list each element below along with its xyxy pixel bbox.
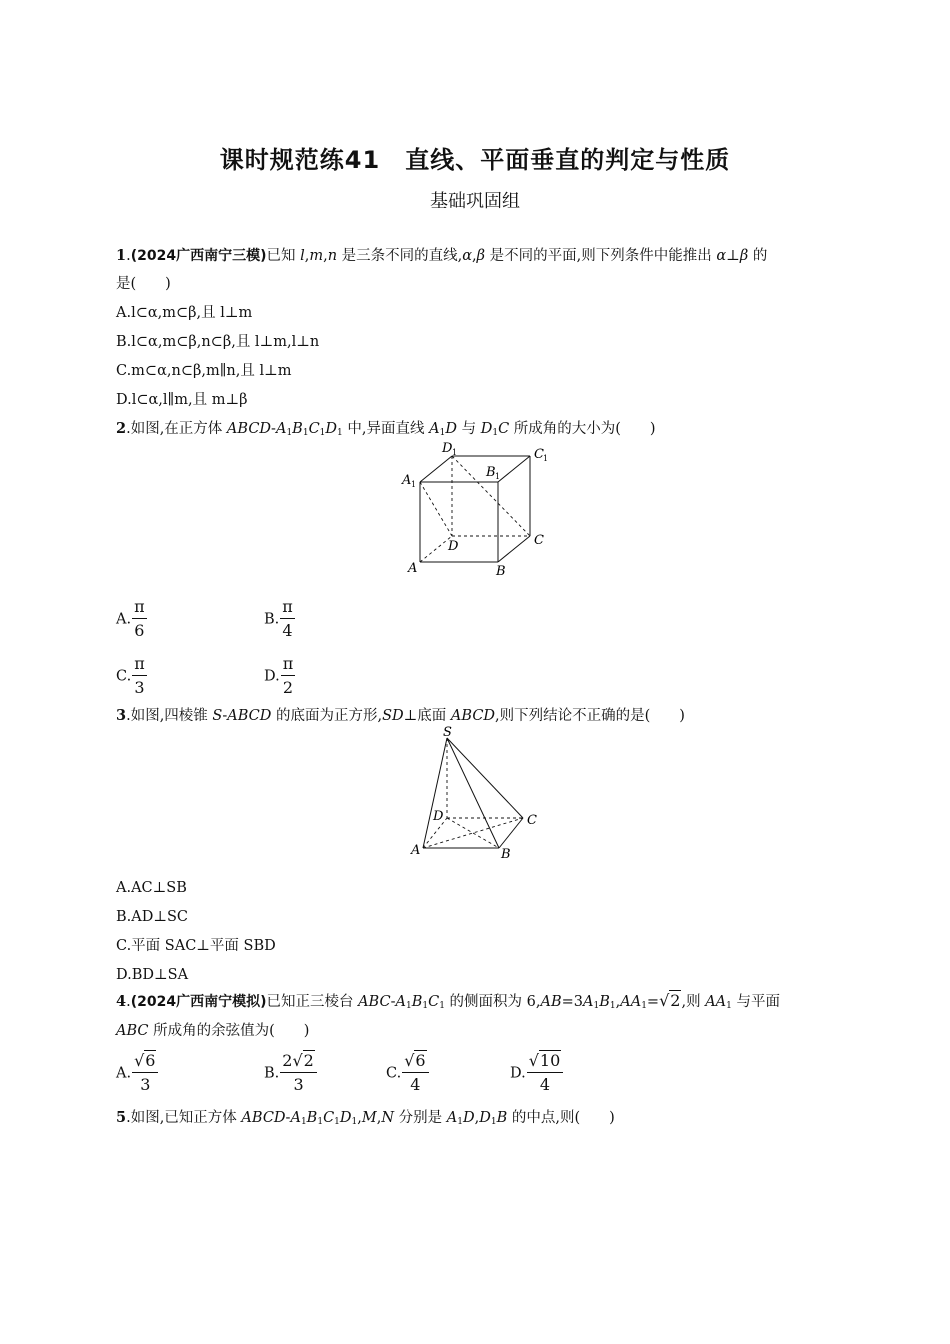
label-B1: B — [486, 465, 496, 480]
cube-figure — [400, 440, 560, 580]
question-4-stem-cont: ABC 所成角的余弦值为( ) — [116, 1023, 310, 1039]
q1-option-a[interactable]: A.l⊂α,m⊂β,且 l⊥m — [116, 305, 253, 321]
question-1-stem: 1.(2024广西南宁三模)已知 l,m,n 是三条不同的直线,α,β 是不同的平面,则下列条件中能推出 α⊥β 的 — [116, 247, 768, 264]
question-source: (2024广西南宁三模) — [130, 248, 267, 264]
question-number: 4 — [116, 993, 127, 1010]
q2-option-c[interactable]: C. $\frac{\pi}{3}$ — [116, 654, 145, 697]
q4-option-d[interactable]: D. $\frac{√10}{4}$ — [510, 1050, 563, 1097]
q1-option-d[interactable]: D.l⊂α,l∥m,且 m⊥β — [116, 392, 248, 408]
label-D: D — [448, 539, 459, 554]
q3-option-b[interactable]: B.AD⊥SC — [116, 909, 189, 925]
q1-option-c[interactable]: C.m⊂α,n⊂β,m∥n,且 l⊥m — [116, 363, 292, 379]
label-A: A — [408, 561, 418, 576]
question-5-stem: 5.如图,已知正方体 ABCD-$A_1B_1C_1D_1,M,N$ 分别是 $A_1D,D_1B$ 的中点,则( ) — [116, 1109, 615, 1127]
label-C1-sub: 1 — [543, 454, 549, 463]
question-number: 5 — [116, 1109, 127, 1126]
question-2-stem: 2.如图,在正方体 ABCD-$A_1B_1C_1D_1$ 中,异面直线 $A_1D$ 与 $D_1C$ 所成角的大小为( ) — [116, 420, 656, 438]
q3-option-a[interactable]: A.AC⊥SB — [116, 880, 187, 896]
question-number: 3 — [116, 707, 127, 724]
label-D1-sub: 1 — [452, 448, 458, 457]
label-A: A — [411, 843, 421, 858]
q1-option-b[interactable]: B.l⊂α,m⊂β,n⊂β,且 l⊥m,l⊥n — [116, 334, 320, 350]
label-B1-sub: 1 — [495, 472, 501, 481]
label-C: C — [534, 533, 544, 548]
question-4-stem: 4.(2024广西南宁模拟)已知正三棱台 ABC-$A_1B_1C_1$ 的侧面积为 $6,AB=3A_1B_1,AA_1=√2$,则 $AA_1$ 与平面 — [116, 991, 780, 1011]
pyramid-figure — [405, 726, 555, 864]
label-A1-sub: 1 — [411, 480, 417, 489]
question-number: 2 — [116, 420, 127, 437]
label-D: D — [433, 809, 444, 824]
q2-option-a[interactable]: A. $\frac{\pi}{6}$ — [116, 597, 145, 640]
label-A1: A — [402, 473, 412, 488]
q2-option-b[interactable]: B. $\frac{\pi}{4}$ — [264, 597, 293, 640]
page-title: 课时规范练41 直线、平面垂直的判定与性质 — [219, 146, 731, 174]
label-C: C — [527, 813, 537, 828]
label-D1: D — [442, 441, 453, 456]
question-source: (2024广西南宁模拟) — [130, 994, 267, 1010]
question-1-stem-cont: 是( ) — [116, 276, 171, 292]
label-B: B — [496, 564, 506, 579]
q3-option-c[interactable]: C.平面 SAC⊥平面 SBD — [116, 938, 276, 954]
label-S: S — [443, 726, 452, 740]
label-B: B — [501, 847, 511, 862]
question-number: 1 — [116, 247, 127, 264]
q2-option-d[interactable]: D. $\frac{\pi}{2}$ — [264, 654, 294, 697]
q4-option-a[interactable]: A. $\frac{√6}{3}$ — [116, 1050, 158, 1097]
label-C1: C — [534, 447, 544, 462]
q4-option-b[interactable]: B. $\frac{2√2}{3}$ — [264, 1050, 317, 1097]
q4-option-c[interactable]: C. $\frac{√6}{4}$ — [386, 1050, 429, 1097]
question-3-stem: 3.如图,四棱锥 S-ABCD 的底面为正方形,SD⊥底面 ABCD,则下列结论不正确的是( ) — [116, 707, 685, 724]
section-subtitle: 基础巩固组 — [430, 191, 520, 212]
q3-option-d[interactable]: D.BD⊥SA — [116, 967, 189, 983]
